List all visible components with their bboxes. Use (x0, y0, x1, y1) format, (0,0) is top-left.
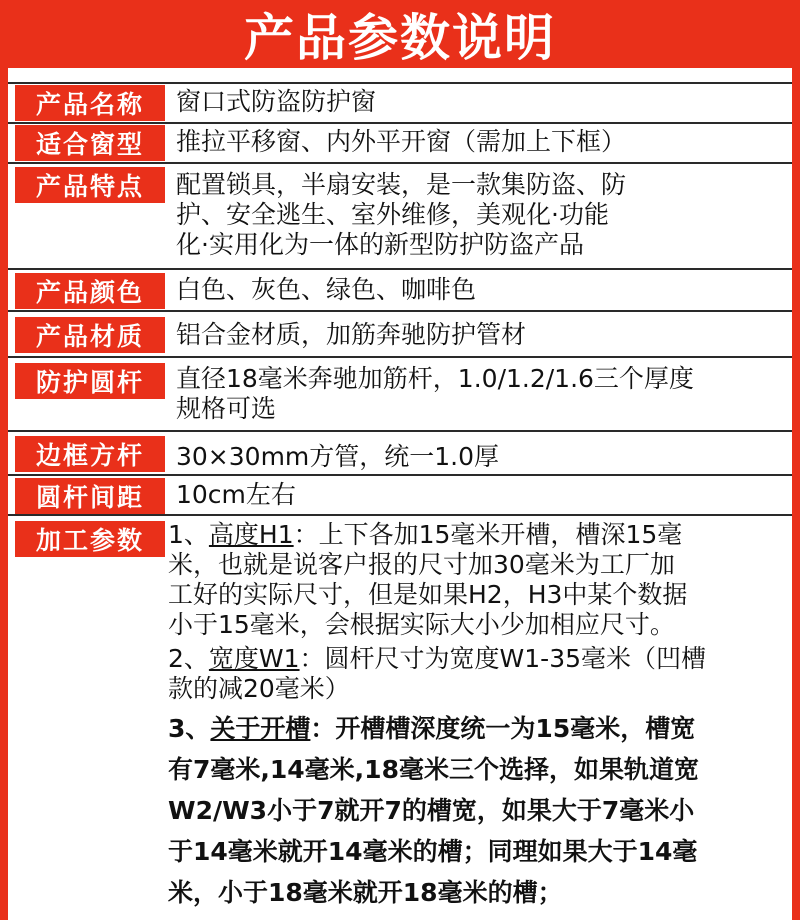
item-heading: 宽度W1 (208, 644, 300, 673)
spec-value-line: 30×30mm方管，统一1.0厚 (176, 442, 500, 471)
spec-label: 适合窗型 (15, 125, 165, 161)
spec-label: 圆杆间距 (15, 478, 165, 514)
spec-label: 防护圆杆 (15, 363, 165, 399)
spec-value-line: 10cm左右 (176, 480, 296, 509)
spec-label: 产品名称 (15, 85, 165, 121)
spec-value-line: 白色、灰色、绿色、咖啡色 (176, 275, 477, 304)
item-text: ：上下各加15毫米开槽，槽深15毫 (293, 520, 683, 549)
spec-value (176, 87, 788, 117)
spec-value-line: 窗口式防盗防护窗 (176, 87, 377, 116)
spec-value-line: 规格可选 (176, 394, 277, 423)
spec-value (176, 275, 788, 305)
spec-value-line: 铝合金材质，加筋奔驰防护管材 (176, 320, 527, 349)
spec-label: 边框方杆 (15, 436, 165, 472)
processing-value (168, 520, 788, 913)
spec-value (176, 480, 788, 510)
spec-label: 产品材质 (15, 317, 165, 353)
processing-item-line: 小于15毫米，会根据实际大小少加相应尺寸。 (168, 610, 675, 639)
processing-item-line (168, 520, 788, 550)
processing-item-line (168, 708, 788, 749)
spec-value (176, 442, 788, 472)
processing-item-line: 款的减20毫米） (168, 674, 350, 703)
spec-value (176, 127, 788, 157)
page-title: 产品参数说明 (244, 8, 556, 67)
spec-row (8, 270, 792, 312)
item-text: ：开槽槽深度统一为15毫米，槽宽 (310, 714, 696, 743)
spec-value (176, 170, 788, 260)
processing-item-line (168, 644, 788, 674)
spec-value (176, 364, 788, 424)
item-prefix: 1、 (168, 520, 209, 549)
processing-item-line: W2/W3小于7就开7的槽宽，如果大于7毫米小 (168, 796, 695, 825)
processing-item-line: 米，也就是说客户报的尺寸加30毫米为工厂加 (168, 550, 675, 579)
spec-value-line: 护、安全逃生、室外维修，美观化·功能 (176, 200, 609, 229)
spec-value-line: 直径18毫米奔驰加筋杆，1.0/1.2/1.6三个厚度 (176, 364, 694, 393)
processing-item-line: 工好的实际尺寸，但是如果H2，H3中某个数据 (168, 580, 688, 609)
processing-item-line: 于14毫米就开14毫米的槽；同理如果大于14毫 (168, 837, 698, 866)
item-heading: 关于开槽 (210, 714, 311, 743)
spec-value-line: 化·实用化为一体的新型防护防盗产品 (176, 230, 584, 259)
processing-item-line: 有7毫米,14毫米,18毫米三个选择，如果轨道宽 (168, 755, 699, 784)
spec-label: 产品特点 (15, 167, 165, 203)
spec-value-line: 推拉平移窗、内外平开窗（需加上下框） (176, 127, 627, 156)
spec-value-line: 配置锁具，半扇安装，是一款集防盗、防 (176, 170, 627, 199)
item-heading: 高度H1 (208, 520, 294, 549)
spec-label: 加工参数 (15, 521, 165, 557)
spec-row (8, 358, 792, 432)
spec-table (8, 68, 792, 920)
spec-row (8, 122, 792, 164)
processing-row (8, 516, 792, 920)
spec-row (8, 312, 792, 358)
item-prefix: 3、 (168, 714, 211, 743)
spec-row (8, 164, 792, 270)
item-text: ：圆杆尺寸为宽度W1-35毫米（凹槽 (299, 644, 707, 673)
spec-row (8, 476, 792, 516)
spec-label: 产品颜色 (15, 273, 165, 309)
spec-value (176, 320, 788, 350)
spec-row (8, 82, 792, 124)
spec-row (8, 432, 792, 476)
processing-item-line: 米，小于18毫米就开18毫米的槽； (168, 878, 563, 907)
item-prefix: 2、 (168, 644, 209, 673)
